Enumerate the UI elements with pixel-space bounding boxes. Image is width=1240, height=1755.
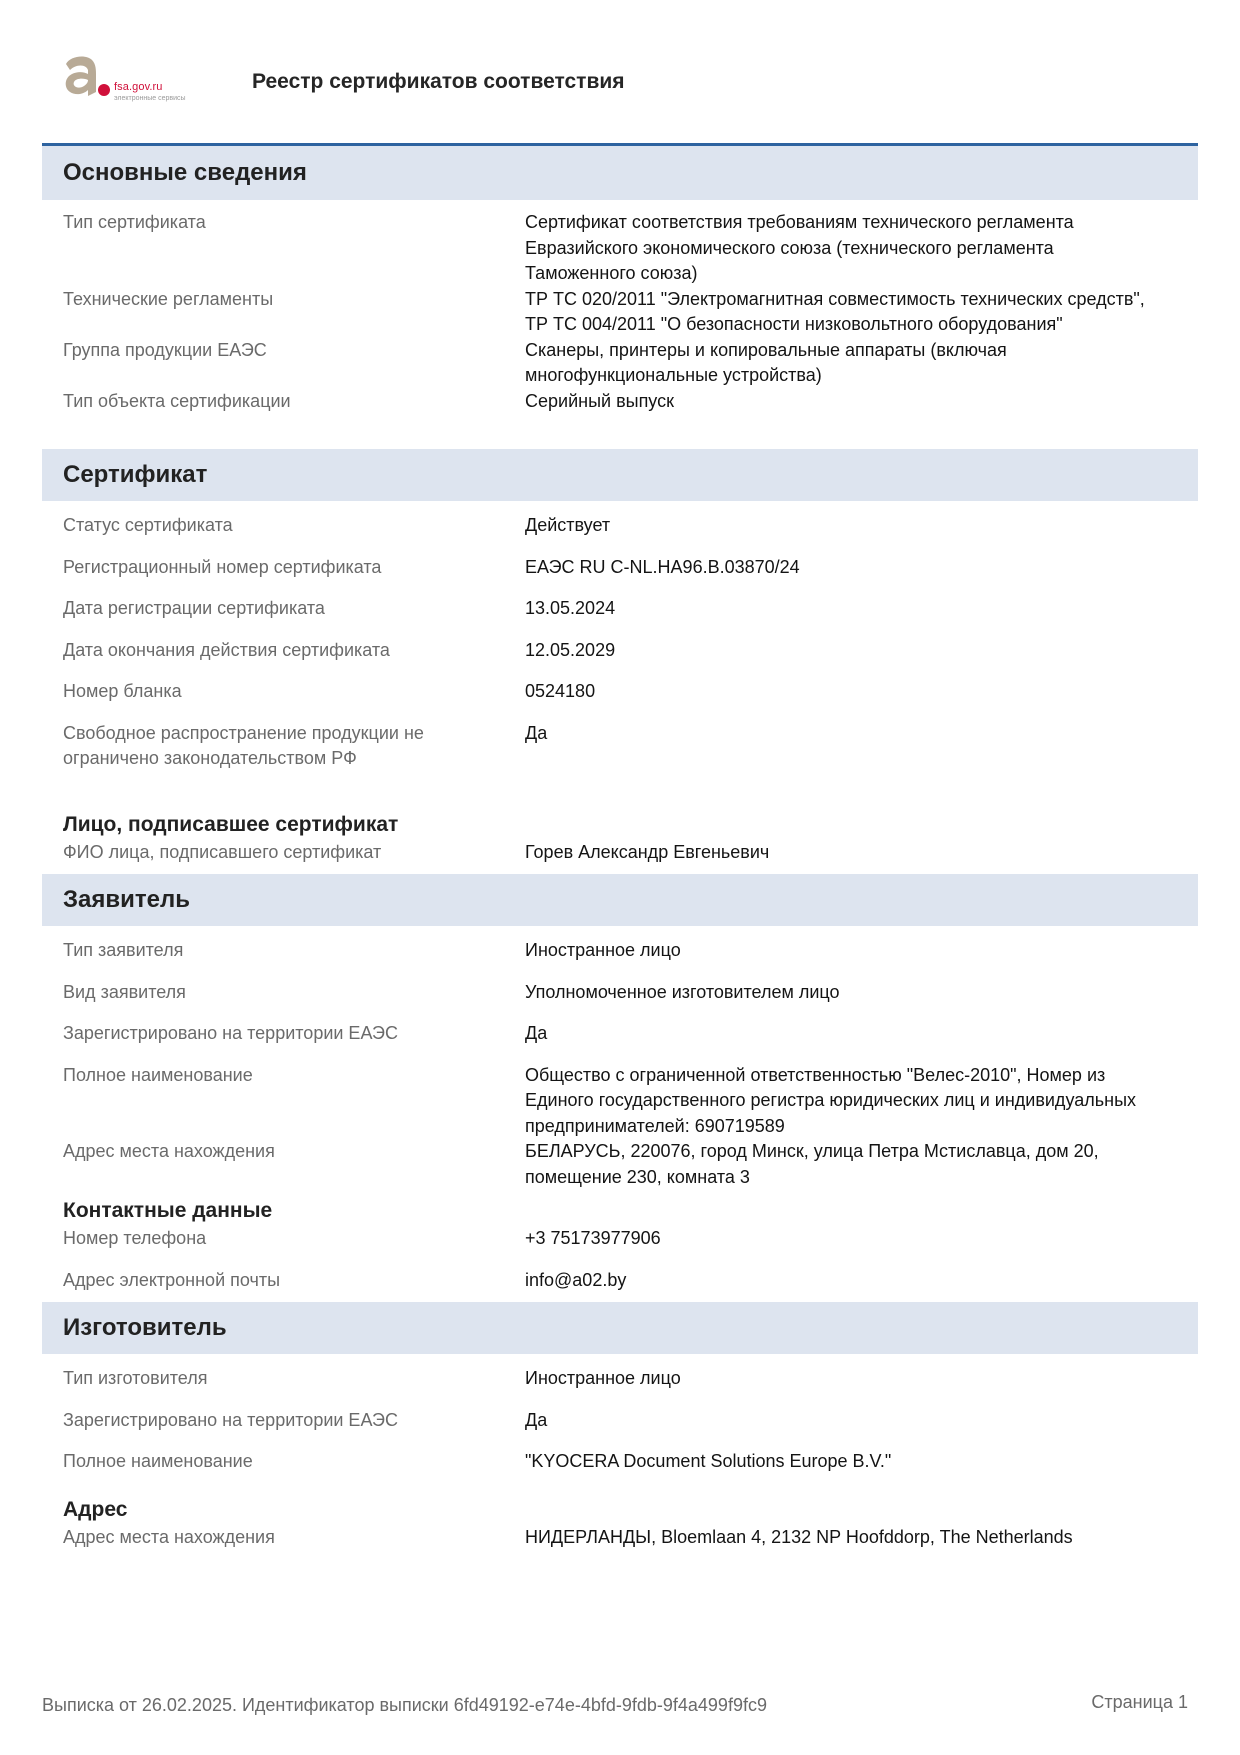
field-label: ФИО лица, подписавшего сертификат (63, 841, 382, 862)
field-row (42, 389, 1198, 415)
page-title: Реестр сертификатов соответствия (252, 70, 625, 93)
section-basic-header: Основные сведения (42, 146, 1198, 200)
field-row (42, 1021, 1198, 1047)
field-label: Технические регламенты (63, 288, 274, 309)
field-row (42, 596, 1198, 622)
field-row (42, 287, 1198, 338)
field-value: Иностранное лицо (525, 940, 681, 960)
field-label: Адрес электронной почты (63, 1269, 281, 1290)
field-label: Зарегистрировано на территории ЕАЭС (63, 1023, 398, 1043)
field-row (42, 938, 1198, 964)
field-row (42, 1366, 1198, 1392)
signer-name: Горев Александр Евгеньевич (525, 841, 770, 862)
field-value: Уполномоченное изготовителем лицо (525, 981, 840, 1002)
subsection-signer-header: Лицо, подписавшее сертификат (63, 812, 399, 836)
field-value: ТР ТС 020/2011 "Электромагнитная совместимость технических средств", ТР ТС 004/2011 "О безопасности низковольтного оборудования" (525, 288, 1145, 334)
logo-site-text: fsa.gov.ru (114, 81, 163, 93)
phone-number: +3 75173977906 (525, 1228, 661, 1248)
subsection-contacts-header: Контактные данные (63, 1199, 273, 1222)
field-label: Полное наименование (63, 1451, 253, 1471)
section-applicant-header: Заявитель (42, 874, 1198, 926)
field-label: Свободное распространение продукции не ограничено законодательством РФ (63, 722, 424, 768)
page-number: Страница 1 (1091, 1692, 1188, 1712)
field-label: Номер бланка (63, 681, 182, 701)
field-value: Сканеры, принтеры и копировальные аппараты (включая многофункциональные устройства) (525, 339, 1007, 385)
field-label: Тип сертификата (63, 212, 206, 232)
field-value: Сертификат соответствия требованиям технического регламента Евразийского экономического союза (технического регламента Таможенного союза) (525, 212, 1074, 283)
field-label: Группа продукции ЕАЭС (63, 339, 267, 360)
section-applicant-rows (42, 926, 1198, 1293)
field-label: Статус сертификата (63, 515, 233, 535)
extract-info: Выписка от 26.02.2025. Идентификатор выписки 6fd49192-e74e-4bfd-9fdb-9f4a499f9fc9 (42, 1695, 767, 1715)
field-row (42, 840, 1198, 866)
field-row (42, 513, 1198, 539)
manufacturer-full-name: "KYOCERA Document Solutions Europe B.V." (525, 1451, 892, 1471)
fsa-logo (60, 54, 210, 110)
field-label: Адрес места нахождения (63, 1141, 275, 1161)
section-manufacturer-rows (42, 1354, 1198, 1550)
section-certificate-header: Сертификат (42, 449, 1198, 501)
section-basic-rows (42, 200, 1198, 449)
field-row (42, 338, 1198, 389)
field-label: Полное наименование (63, 1064, 253, 1085)
field-row (42, 1063, 1198, 1140)
field-row (42, 1525, 1198, 1551)
field-value: Да (525, 722, 548, 743)
field-label: Вид заявителя (63, 981, 186, 1002)
field-row (42, 555, 1198, 581)
field-label: Тип изготовителя (63, 1368, 208, 1388)
logo-subtitle: электронные сервисы (114, 95, 186, 102)
field-row (42, 638, 1198, 664)
field-row (42, 1408, 1198, 1434)
field-row (42, 1226, 1198, 1252)
expiry-date: 12.05.2029 (525, 639, 616, 660)
field-value: Да (525, 1023, 548, 1043)
applicant-address: БЕЛАРУСЬ, 220076, город Минск, улица Петра Мстиславца, дом 20, помещение 230, комната 3 (525, 1141, 1099, 1187)
registration-date: 13.05.2024 (525, 598, 616, 618)
field-row (42, 1139, 1198, 1190)
email-address: info@a02.by (525, 1269, 627, 1290)
applicant-full-name: Общество с ограниченной ответственностью "Велес-2010", Номер из Единого государственного регистра юридических лиц и индивидуальных предпринимателей: 690719589 (525, 1064, 1137, 1136)
certificate-number: ЕАЭС RU C-NL.НА96.В.03870/24 (525, 556, 800, 577)
field-label: Номер телефона (63, 1228, 207, 1248)
blank-number: 0524180 (525, 681, 596, 701)
field-row (42, 980, 1198, 1006)
field-value: Да (525, 1409, 548, 1430)
field-row (42, 679, 1198, 705)
manufacturer-address: НИДЕРЛАНДЫ, Bloemlaan 4, 2132 NP Hoofddorp, The Netherlands (525, 1526, 1073, 1547)
field-row (42, 1449, 1198, 1475)
field-value: Иностранное лицо (525, 1368, 681, 1388)
document-body (42, 143, 1198, 1550)
field-row (42, 721, 1198, 772)
section-manufacturer-header: Изготовитель (42, 1302, 1198, 1354)
field-label: Адрес места нахождения (63, 1526, 275, 1547)
section-certificate-rows (42, 501, 1198, 865)
field-row (42, 1268, 1198, 1294)
field-label: Тип объекта сертификации (63, 390, 291, 411)
field-label: Дата окончания действия сертификата (63, 639, 390, 660)
field-label: Тип заявителя (63, 940, 184, 960)
certificate-status: Действует (525, 515, 611, 535)
field-row (42, 210, 1198, 287)
field-label: Регистрационный номер сертификата (63, 556, 382, 577)
fsa-logo-icon (60, 54, 116, 98)
field-label: Зарегистрировано на территории ЕАЭС (63, 1409, 398, 1430)
field-value: Серийный выпуск (525, 390, 674, 411)
subsection-address-header: Адрес (63, 1497, 128, 1521)
page-header (42, 54, 1192, 114)
field-label: Дата регистрации сертификата (63, 598, 325, 618)
